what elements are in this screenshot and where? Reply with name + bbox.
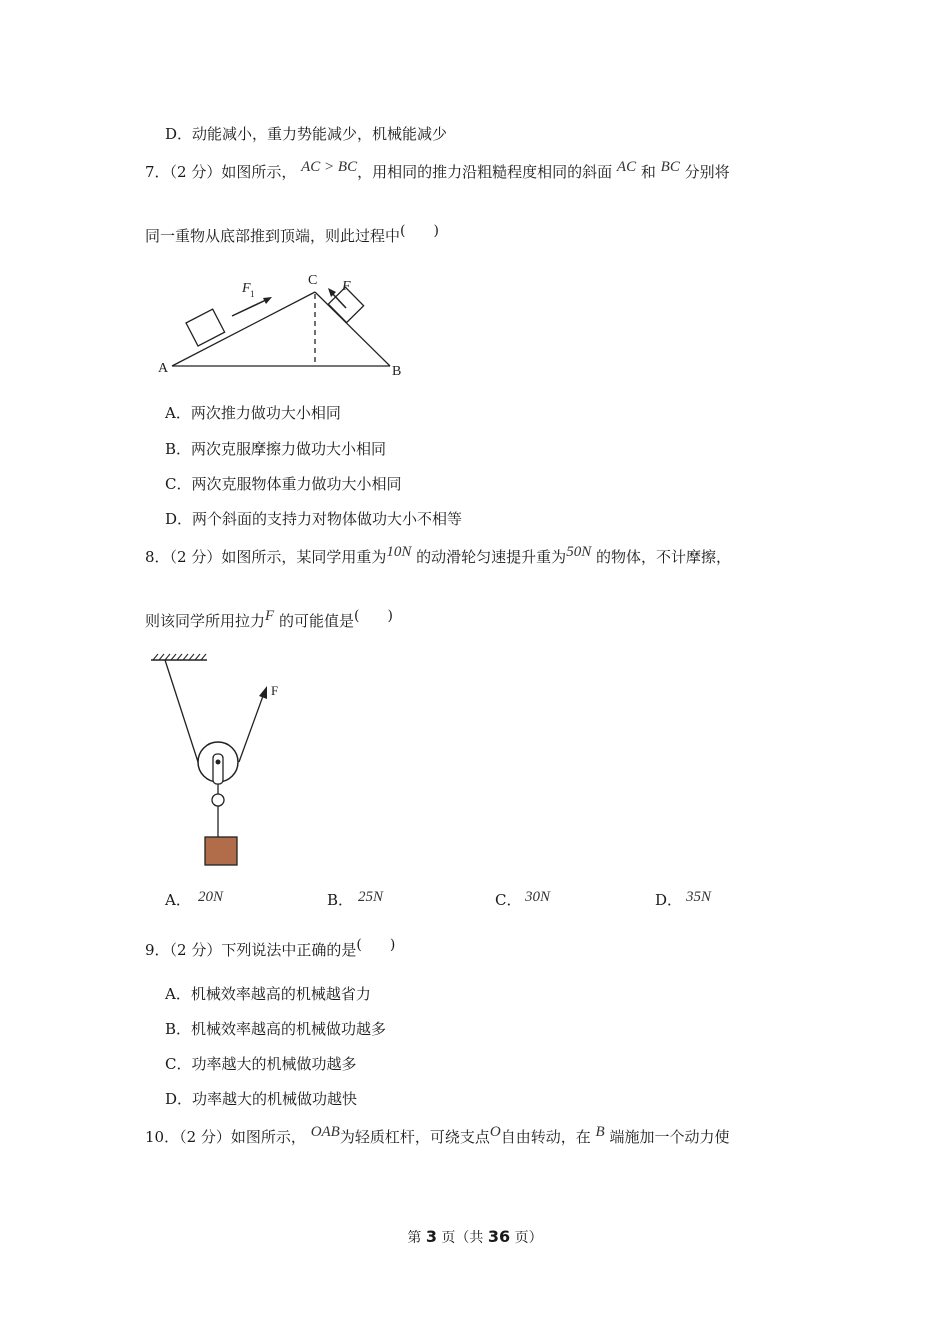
q7-text-3: 分别将 xyxy=(684,163,730,181)
q8-option-a-label: A． xyxy=(165,891,191,909)
q7-ac: AC xyxy=(616,159,637,175)
label-a: A xyxy=(158,361,169,376)
pulley-axle-frame xyxy=(213,754,223,784)
q9-text: （2 分）下列说法中正确的是 xyxy=(169,941,357,959)
q7-text-2: 和 xyxy=(640,163,656,181)
q7-number: 7． xyxy=(145,163,170,181)
q8-option-c-value: 30N xyxy=(525,889,551,905)
block-on-ac xyxy=(186,309,225,346)
footer-post: 页） xyxy=(510,1230,543,1246)
force-f1-arrowhead xyxy=(263,297,272,304)
q10-stem-line1 xyxy=(145,1124,730,1148)
load-block xyxy=(205,837,237,865)
footer-pre: 第 xyxy=(407,1230,426,1246)
q7-condition: AC > BC xyxy=(301,159,358,175)
q10-text-3: 端施加一个动力使 xyxy=(609,1128,730,1146)
q10-text-2: 自由转动，在 xyxy=(500,1128,591,1146)
footer-page-number: 3 xyxy=(425,1227,437,1246)
q7-stem-line1 xyxy=(145,159,730,183)
rope-fixed-side xyxy=(165,660,198,762)
q7-option-d: D．两个斜面的支持力对物体做功大小不相等 xyxy=(165,510,463,528)
q9-stem xyxy=(145,937,396,961)
q8-number: 8． xyxy=(145,548,170,566)
label-f: F xyxy=(342,279,351,294)
q8-text-2: 的物体，不计摩擦， xyxy=(595,548,731,566)
q8-pulley-figure xyxy=(145,650,305,872)
rope-pull-side xyxy=(239,696,263,762)
q7-option-b: B．两次克服摩擦力做功大小相同 xyxy=(165,440,387,458)
q8-text-1: 的动滑轮匀速提升重为 xyxy=(416,548,567,566)
q7-text-1: ，用相同的推力沿粗糙程度相同的斜面 xyxy=(357,163,613,181)
q8-pulley-weight: 10N xyxy=(386,544,412,560)
q6-option-d: D．动能减小，重力势能减少，机械能减少 xyxy=(165,125,448,143)
label-f: F xyxy=(271,683,279,698)
q8-option-b-value: 25N xyxy=(358,889,384,905)
q10-text-1: 为轻质杠杆，可绕支点 xyxy=(339,1128,490,1146)
q9-answer-paren: ( ) xyxy=(356,937,396,953)
q8-answer-paren: ( ) xyxy=(353,608,393,624)
q8-stem-line2 xyxy=(145,608,393,632)
q7-score: （2 分）如图所示， xyxy=(169,163,297,181)
q10-oab: OAB xyxy=(310,1124,340,1140)
q8-force-f: F xyxy=(265,608,275,624)
q8-option-b-label: B． xyxy=(327,891,354,909)
force-f1-arrow xyxy=(232,299,268,316)
q7-bc: BC xyxy=(660,159,680,175)
q8-option-c-label: C． xyxy=(495,891,522,909)
q7-option-a: A．两次推力做功大小相同 xyxy=(165,404,341,422)
pulley-axle xyxy=(216,760,221,765)
q9-option-d: D．功率越大的机械做功越快 xyxy=(165,1090,358,1108)
label-f1: F xyxy=(242,281,251,296)
q8-object-weight: 50N xyxy=(566,544,592,560)
q7-text-line2: 同一重物从底部推到顶端，则此过程中 xyxy=(145,227,401,245)
q8-option-d-label: D． xyxy=(655,891,683,909)
q8-text-line2-a: 则该同学所用拉力 xyxy=(145,612,266,630)
q10-score: （2 分）如图所示， xyxy=(179,1128,306,1146)
q7-answer-paren: ( ) xyxy=(400,223,439,239)
q7-option-c: C．两次克服物体重力做功大小相同 xyxy=(165,475,402,493)
label-f1-sub: 1 xyxy=(250,289,255,299)
q7-incline-figure xyxy=(150,262,420,382)
ceiling-hatch xyxy=(153,654,206,660)
footer-mid: 页（共 xyxy=(436,1230,488,1246)
q8-stem-line1 xyxy=(145,544,731,568)
pull-arrowhead xyxy=(259,686,267,699)
hook-ring xyxy=(212,794,224,806)
q10-o: O xyxy=(489,1124,501,1140)
label-c: C xyxy=(308,273,318,288)
page-footer xyxy=(0,1227,950,1247)
q7-stem-line2 xyxy=(145,223,439,247)
q8-options-row xyxy=(0,890,950,912)
q8-option-a-value: 20N xyxy=(198,889,224,905)
q9-number: 9． xyxy=(145,941,170,959)
q9-option-c: C．功率越大的机械做功越多 xyxy=(165,1055,357,1073)
footer-total-pages: 36 xyxy=(487,1227,511,1246)
q8-option-d-value: 35N xyxy=(686,889,712,905)
q8-text-line2-b: 的可能值是 xyxy=(278,612,354,630)
label-b: B xyxy=(392,364,402,379)
q10-b: B xyxy=(595,1124,605,1140)
q9-option-b: B．机械效率越高的机械做功越多 xyxy=(165,1020,387,1038)
q10-number: 10． xyxy=(145,1128,180,1146)
q9-option-a: A．机械效率越高的机械越省力 xyxy=(165,985,371,1003)
q8-score: （2 分）如图所示，某同学用重为 xyxy=(169,548,387,566)
